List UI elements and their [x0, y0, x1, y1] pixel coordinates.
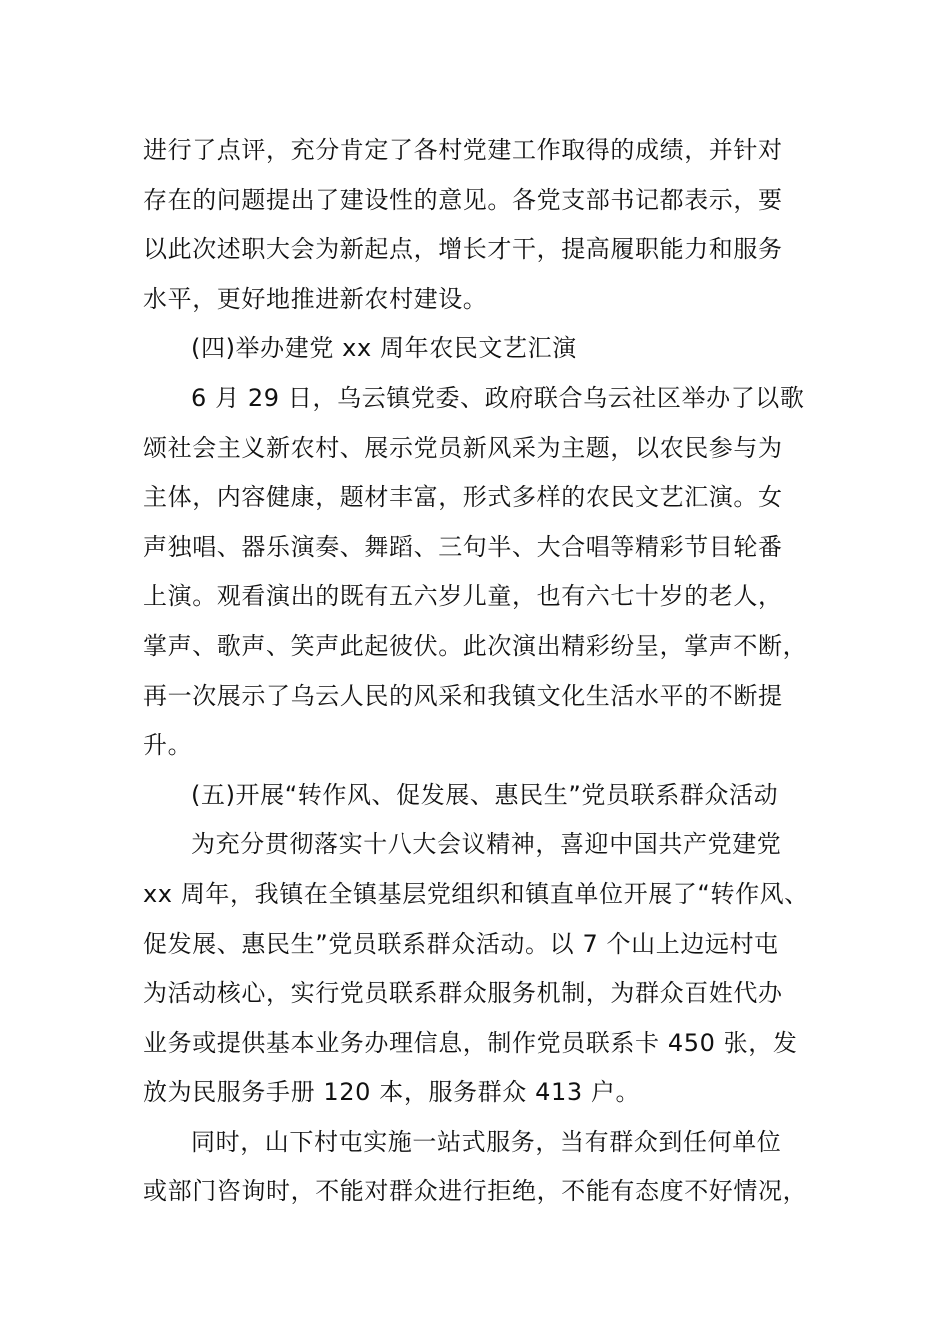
text-line: 6 月 29 日，乌云镇党委、政府联合乌云社区举办了以歌: [191, 383, 805, 412]
section-heading-four: (四)举办建党 xx 周年农民文艺汇演: [191, 334, 577, 363]
text-line: 声独唱、器乐演奏、舞蹈、三句半、大合唱等精彩节目轮番: [143, 532, 783, 561]
body-text: [143, 126, 809, 1217]
text-line: 再一次展示了乌云人民的风采和我镇文化生活水平的不断提: [143, 681, 783, 710]
text-line: 业务或提供基本业务办理信息，制作党员联系卡 450 张，发: [143, 1028, 798, 1057]
text-line: 上演。观看演出的既有五六岁儿童，也有六七十岁的老人，: [143, 582, 783, 611]
text-line: 或部门咨询时，不能对群众进行拒绝，不能有态度不好情况，: [143, 1177, 808, 1206]
text-line: 以此次述职大会为新起点，增长才干，提高履职能力和服务: [143, 235, 783, 264]
text-line: 为活动核心，实行党员联系群众服务机制，为群众百姓代办: [143, 979, 783, 1008]
text-line: 颂社会主义新农村、展示党员新风采为主题，以农民参与为: [143, 433, 783, 462]
text-line: 升。: [143, 731, 193, 760]
text-line: xx 周年，我镇在全镇基层党组织和镇直单位开展了“转作风、: [143, 879, 809, 908]
text-line: 主体，内容健康，题材丰富，形式多样的农民文艺汇演。女: [143, 483, 783, 512]
text-line: 为充分贯彻落实十八大会议精神，喜迎中国共产党建党: [191, 830, 782, 859]
text-line: 进行了点评，充分肯定了各村党建工作取得的成绩，并针对: [143, 136, 783, 164]
text-line: 存在的问题提出了建设性的意见。各党支部书记都表示，要: [143, 185, 783, 214]
section-heading-five: (五)开展“转作风、促发展、惠民生”党员联系群众活动: [191, 780, 779, 809]
text-line: 掌声、歌声、笑声此起彼伏。此次演出精彩纷呈，掌声不断，: [143, 631, 808, 660]
text-line: 同时，山下村屯实施一站式服务，当有群众到任何单位: [191, 1127, 782, 1156]
text-line: 放为民服务手册 120 本，服务群众 413 户。: [143, 1078, 641, 1107]
text-line: 促发展、惠民生”党员联系群众活动。以 7 个山上边远村屯: [143, 929, 779, 958]
text-line: 水平，更好地推进新农村建设。: [143, 284, 488, 313]
